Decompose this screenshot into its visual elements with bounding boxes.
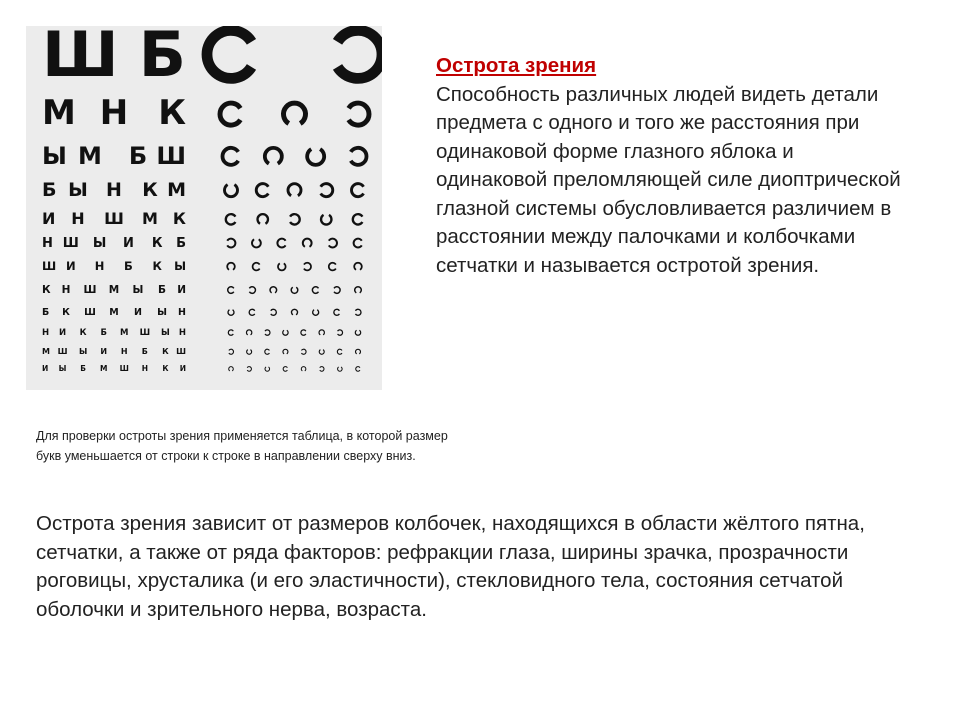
chart-letter: М [167,179,186,201]
landolt-ring [349,103,369,125]
chart-letter: М [99,364,108,373]
chart-letter: И [59,328,67,338]
chart-letter: Ш [83,284,97,296]
landolt-ring [355,309,361,315]
landolt-ring [228,310,234,316]
landolt-ring [304,263,311,271]
landolt-ring [356,367,360,372]
chart-letter: К [62,307,70,318]
landolt-ring [252,239,261,247]
chart-letter: Ш [176,347,186,356]
landolt-ring [352,184,364,197]
chart-letter: М [109,307,119,318]
landolt-ring [354,239,362,248]
definition-title: Острота зрения [436,54,597,77]
chart-letter: Ш [42,26,119,91]
chart-letter: И [122,236,134,251]
chart-letter: Б [128,142,148,170]
landolt-ring [246,330,251,335]
chart-letter: Н [178,307,186,318]
chart-letter: Ы [58,364,67,373]
chart-letter: Ш [84,307,96,318]
chart-letter: Ы [174,259,186,273]
chart-letter: Ы [78,347,88,356]
chart-letter: Н [94,259,105,273]
landolt-ring [220,103,240,125]
landolt-ring [354,263,362,270]
landolt-ring [292,309,298,315]
chart-letter: Ш [42,259,57,273]
landolt-ring [319,350,324,355]
landolt-ring [338,30,382,78]
landolt-ring [337,349,342,354]
chart-letter: Б [80,364,87,373]
landolt-ring [301,367,306,371]
landolt-ring [351,148,367,165]
landolt-ring [291,287,298,293]
chart-letter: Н [42,236,53,251]
chart-letter: Ш [62,236,79,251]
landolt-ring [256,184,268,197]
chart-letter: Ш [156,142,186,170]
landolt-ring [247,350,252,355]
landolt-ring [303,239,312,247]
chart-letter: И [177,284,186,296]
chart-letter: Б [138,26,186,91]
chart-letter: Б [124,259,133,273]
definition-block [436,52,906,280]
landolt-ring [283,367,287,372]
chart-letter: Н [141,364,148,373]
landolt-ring [249,309,255,315]
chart-letter: Н [61,284,71,296]
chart-letter: Н [120,347,128,356]
landolt-ring [301,330,306,335]
landolt-ring [355,287,362,293]
landolt-ring [313,310,319,316]
landolt-ring [307,149,324,165]
chart-letter: М [108,284,120,296]
landolt-ring [284,103,306,123]
chart-letter: Ы [42,142,67,170]
landolt-ring [265,330,270,335]
chart-letter: Б [100,328,107,338]
chart-letter: И [179,364,186,373]
chart-letter: М [142,209,158,228]
chart-letter: Ы [68,179,88,201]
landolt-ring [277,239,285,248]
landolt-ring [227,263,235,270]
chart-letter: К [172,209,186,228]
landolt-ring [249,287,255,294]
chart-letter: Ш [139,328,151,338]
landolt-ring [283,330,288,335]
landolt-ring [338,330,343,335]
chart-letter: Б [176,236,186,251]
landolt-ring [356,349,361,354]
landolt-ring [228,287,234,294]
landolt-ring [223,148,239,165]
landolt-ring [278,263,286,270]
chart-letter: Б [157,284,167,296]
chart-letter: Ы [161,328,170,338]
chart-letter: Ш [104,209,124,228]
chart-letter: Н [99,93,129,133]
landolt-ring [320,367,324,372]
chart-letter: К [162,364,169,373]
landolt-ring [226,214,236,224]
landolt-ring [319,330,324,335]
chart-letter: М [78,142,102,170]
chart-letter: М [42,93,76,133]
chart-letter: Б [42,179,57,201]
landolt-ring [334,287,340,294]
chart-letter: Ы [92,236,107,251]
chart-letter: Н [42,328,50,338]
chart-letter: К [162,347,169,356]
landolt-ring [247,367,251,372]
landolt-ring [338,367,343,371]
chart-letter: И [65,259,76,273]
chart-letter: К [152,259,162,273]
chart-letter: Ш [119,364,129,373]
chart-letter: К [151,236,163,251]
chart-letter: Ш [57,347,68,356]
landolt-ring [271,309,277,315]
chart-letter: Б [141,347,148,356]
landolt-ring [353,214,363,224]
chart-caption: Для проверки остроты зрения применяется таблица, в которой размер букв уменьшается от строки к строке в направлении сверху вниз. [36,429,448,463]
landolt-ring [329,239,337,248]
landolt-ring [225,185,238,197]
eye-chart [26,26,382,390]
landolt-ring [334,309,340,315]
chart-letter: Ы [157,307,167,318]
chart-letter: К [142,179,158,201]
landolt-ring [321,184,333,197]
landolt-ring [253,263,260,271]
landolt-ring [207,30,251,78]
body-paragraph: Острота зрения зависит от размеров колбочек, находящихся в области жёлтого пятна, сетчатки, а также от ряда факторов: рефракции глаза, ширины зрачка, прозрачности роговицы, хрусталика (и его эластичности), стекловидного тела, состояния сетчатой оболочки и зрительного нерва, возраста. [36,512,865,621]
chart-letter: К [79,328,87,338]
landolt-ring [229,349,234,354]
eye-chart-graphic [26,26,382,390]
chart-letter: М [42,347,50,356]
chart-letter: К [158,93,186,133]
chart-letter: И [42,209,56,228]
chart-letter: Н [178,328,186,338]
landolt-ring [312,287,318,294]
landolt-ring [329,263,336,271]
chart-letter: Ы [132,284,144,296]
landolt-ring [355,330,360,335]
chart-letter: И [42,364,49,373]
chart-letter: М [120,328,129,338]
landolt-ring [228,330,233,335]
landolt-ring [265,367,270,371]
landolt-ring [301,349,306,354]
landolt-ring [227,239,235,248]
chart-letter: И [134,307,142,318]
landolt-ring [290,214,300,224]
landolt-ring [288,184,301,196]
chart-letter: К [42,284,51,296]
landolt-ring [258,214,268,224]
landolt-ring [265,349,270,354]
landolt-ring [283,349,288,354]
landolt-ring [265,148,282,164]
landolt-ring [321,215,331,225]
definition-text: Способность различных людей видеть детали предмета с одного и того же расстояния при одинаковой форме глазного яблока и одинаковой преломляющей силе диоптрической глазной системы обусловливается различием в расстоянии между палочками и колбочками сетчатки и называется остротой зрения. [436,82,901,277]
chart-letter: Б [42,307,50,318]
chart-letter: Н [71,209,85,228]
landolt-ring [270,287,277,293]
landolt-ring [229,367,234,371]
chart-letter: И [100,347,108,356]
chart-letter: Н [106,179,122,201]
